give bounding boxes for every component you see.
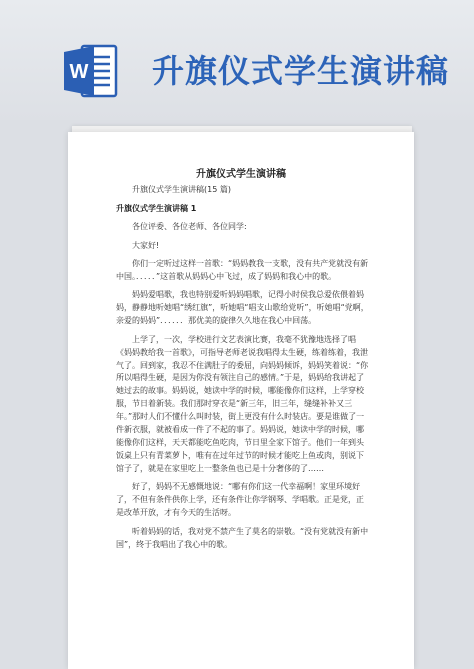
header-banner — [0, 0, 474, 120]
document-body — [116, 184, 370, 557]
subtitle: 升旗仪式学生演讲稿(15 篇) — [132, 185, 231, 194]
paragraph: 妈妈爱唱歌，我也特别爱听妈妈唱歌，记得小时侯我总爱依偎着妈妈，静静地听她唱“绣红旗”，听她唱“唱支山歌给党听”，听她唱“党啊，亲爱的妈妈”．．．．．．那优美的旋律久久地在我心中回荡。 — [116, 290, 369, 326]
paragraph: 好了，妈妈不无感慨地说：“哪有你们这一代幸福啊！家里环境好了，不但有条件供你上学，还有条件让你学钢琴、学唱歌。正是党，正是改革开放，才有今天的生活呀。 — [116, 482, 364, 518]
header-title: 升旗仪式学生演讲稿 — [152, 52, 450, 90]
salutation: 各位评委、各位老师、各位同学: — [132, 222, 247, 231]
paragraph: 你们一定听过这样一首歌：“妈妈教我一支歌，没有共产党就没有新中国。．．．．．”这首歌从妈妈心中飞过，成了妈妈和我心中的歌。 — [116, 259, 369, 281]
word-icon-letter: W — [69, 61, 89, 83]
paragraph: 上学了，一次，学校进行文艺表演比赛，我毫不犹豫地选择了唱《妈妈教给我一首歌》，可指导老师老说我唱得太生硬，练着练着，我泄气了。回到家，我忍不住满肚子的委屈，向妈妈倾诉，妈妈笑着说：“你所以唱得生硬，是因为你没有领注自己的感情。”于是，妈妈给我讲起了她过去的故事。妈妈说，她读中学的时候，哪能像你们这样，上学穿校服，节日着新装。我们那时穿衣是“新三年，旧三年，缝缝补补又三年。”那时人们不懂什么叫时装，街上更没有什么时装店。要是谁做了一件新衣服，就被看成一件了不起的事了。妈妈说，她读中学的时候，哪能像你们这样，天天都能吃鱼吃肉，节日里全家下馆子。他们一年到头饭桌上只有青菜萝卜，唯有在过年过节的时候才能吃上鱼或肉，别说下馆子了，就是在家里吃上一整条鱼也已是十分奢侈的了…… — [116, 334, 369, 473]
word-icon — [62, 42, 120, 100]
section-heading: 升旗仪式学生演讲稿 1 — [116, 203, 197, 213]
paragraph: 听着妈妈的话，我对党不禁产生了莫名的崇敬。“没有党就没有新中国”，终于我唱出了我心中的歌。 — [116, 526, 369, 549]
page-title: 升旗仪式学生演讲稿 — [196, 169, 286, 180]
greeting: 大家好! — [132, 240, 160, 250]
document-page — [68, 132, 414, 669]
